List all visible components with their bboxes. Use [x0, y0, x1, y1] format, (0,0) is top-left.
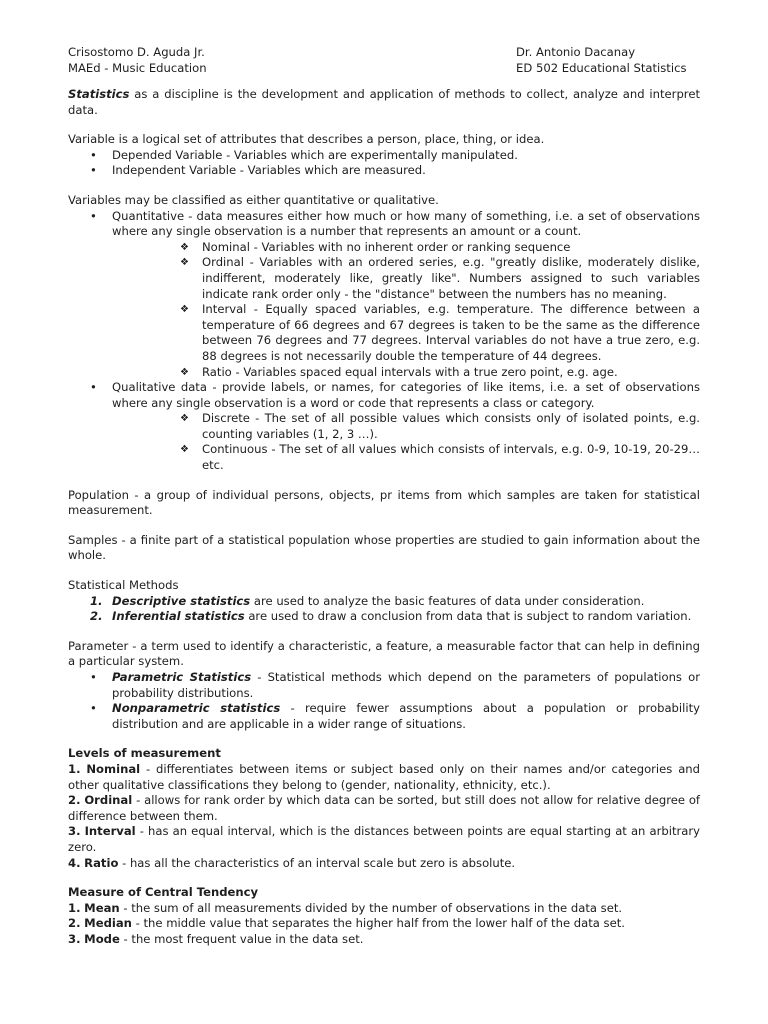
diamond-bullet-icon: ❖	[180, 241, 189, 253]
list-item: ❖ Interval - Equally spaced variables, e.g. temperature. The difference between a temperature of 66 degrees and 67 degrees is taken to be the same as the difference between 76 degrees and 77 degrees. Interval variables do not have a true zero, e.g. 88 degrees is not necessarily double the temperature of 44 degrees.	[180, 302, 700, 363]
parameter-definition: Parameter - a term used to identify a characteristic, a feature, a measurable factor that can help in defining a particular system.	[68, 638, 700, 669]
instructor-block	[516, 44, 700, 76]
list-item: 2. Median - the middle value that separates the higher half from the lower half of the data set.	[68, 916, 625, 931]
samples-definition: Samples - a finite part of a statistical population whose properties are studied to gain information about the whole.	[68, 532, 700, 563]
methods-section	[68, 578, 700, 625]
list-item: 1. Nominal - differentiates between items or subject based only on their names and/or categories and other qualitative classifications they belong to (gender, nationality, ethnicity, etc.).	[68, 761, 701, 792]
levels-section	[68, 746, 700, 871]
classification-intro: Variables may be classified as either quantitative or qualitative.	[68, 192, 439, 207]
classification-section	[68, 193, 700, 474]
list-item: ❖ Discrete - The set of all possible values which consists only of isolated points, e.g. counting variables (1, 2, 3 …).	[180, 411, 700, 441]
statistics-definition	[68, 87, 700, 118]
diamond-bullet-icon: ❖	[180, 257, 189, 269]
bullet-icon: •	[90, 163, 97, 178]
list-item: ❖ Continuous - The set of all values which consists of intervals, e.g. 0-9, 10-19, 20-29… etc.	[180, 442, 700, 473]
statistics-text: as a discipline is the development and application of methods to collect, analyze and interpret data.	[68, 87, 700, 117]
list-item: 2. Ordinal - allows for rank order by which data can be sorted, but still does not allow for relative degree of difference between them.	[68, 793, 700, 823]
parameter-section	[68, 639, 700, 733]
diamond-bullet-icon: ❖	[180, 304, 189, 316]
list-item: 1. Mean - the sum of all measurements divided by the number of observations in the data set.	[68, 900, 623, 915]
bullet-icon: •	[90, 670, 97, 684]
statistics-term: Statistics	[68, 87, 130, 101]
list-number: 2.	[90, 609, 103, 624]
list-item: • Qualitative data - provide labels, or names, for categories of like items, i.e. a set of observations where any single observation is a word or code that represents a class or category.	[90, 380, 700, 410]
list-item: 2. Inferential statistics are used to draw a conclusion from data that is subject to random variation.	[90, 609, 692, 624]
diamond-bullet-icon: ❖	[180, 444, 189, 456]
list-item: • Nonparametric statistics - require fewer assumptions about a population or probability distribution and are applicable in a wider range of situations.	[90, 701, 700, 731]
variable-section	[68, 132, 700, 179]
diamond-bullet-icon: ❖	[180, 413, 189, 425]
levels-title: Levels of measurement	[68, 746, 221, 761]
methods-title: Statistical Methods	[68, 578, 179, 593]
list-item: 4. Ratio - has all the characteristics of an interval scale but zero is absolute.	[68, 855, 516, 870]
list-number: 1.	[90, 593, 103, 608]
list-item: • Independent Variable - Variables which are measured.	[90, 163, 426, 178]
bullet-icon: •	[90, 147, 97, 162]
document-page	[68, 44, 700, 948]
author-block	[68, 44, 207, 76]
list-item: • Parametric Statistics - Statistical methods which depend on the parameters of populations or probability distributions.	[90, 670, 700, 700]
list-item: 3. Mode - the most frequent value in the data set.	[68, 931, 364, 946]
course-title: ED 502 Educational Statistics	[516, 61, 687, 75]
central-tendency-section	[68, 885, 700, 947]
bullet-icon: •	[90, 701, 97, 716]
author-program: MAEd - Music Education	[68, 61, 207, 75]
variable-definition: Variable is a logical set of attributes that describes a person, place, thing, or idea.	[68, 132, 545, 147]
document-header	[68, 44, 700, 76]
central-tendency-title: Measure of Central Tendency	[68, 885, 259, 900]
list-item: ❖ Ratio - Variables spaced equal intervals with a true zero point, e.g. age.	[180, 364, 618, 379]
list-item: • Depended Variable - Variables which are experimentally manipulated.	[90, 147, 518, 162]
list-item: ❖ Ordinal - Variables with an ordered series, e.g. "greatly dislike, moderately dislike, indifferent, moderately like, greatly like". Numbers assigned to such variables indicate rank order only - the "distance" between the numbers has no meaning.	[180, 255, 700, 301]
bullet-icon: •	[90, 208, 97, 223]
population-definition: Population - a group of individual persons, objects, pr items from which samples are taken for statistical measurement.	[68, 487, 700, 518]
list-item: 1. Descriptive statistics are used to analyze the basic features of data under consideration.	[90, 593, 645, 608]
instructor-name: Dr. Antonio Dacanay	[516, 45, 636, 59]
list-item: • Quantitative - data measures either how much or how many of something, i.e. a set of observations where any single observation is a number that represents an amount or a count.	[90, 208, 700, 239]
list-item: ❖ Nominal - Variables with no inherent order or ranking sequence	[180, 239, 571, 254]
diamond-bullet-icon: ❖	[180, 366, 189, 378]
bullet-icon: •	[90, 380, 97, 395]
list-item: 3. Interval - has an equal interval, which is the distances between points are equal starting at an arbitrary zero.	[68, 824, 701, 854]
author-name: Crisostomo D. Aguda Jr.	[68, 45, 205, 59]
